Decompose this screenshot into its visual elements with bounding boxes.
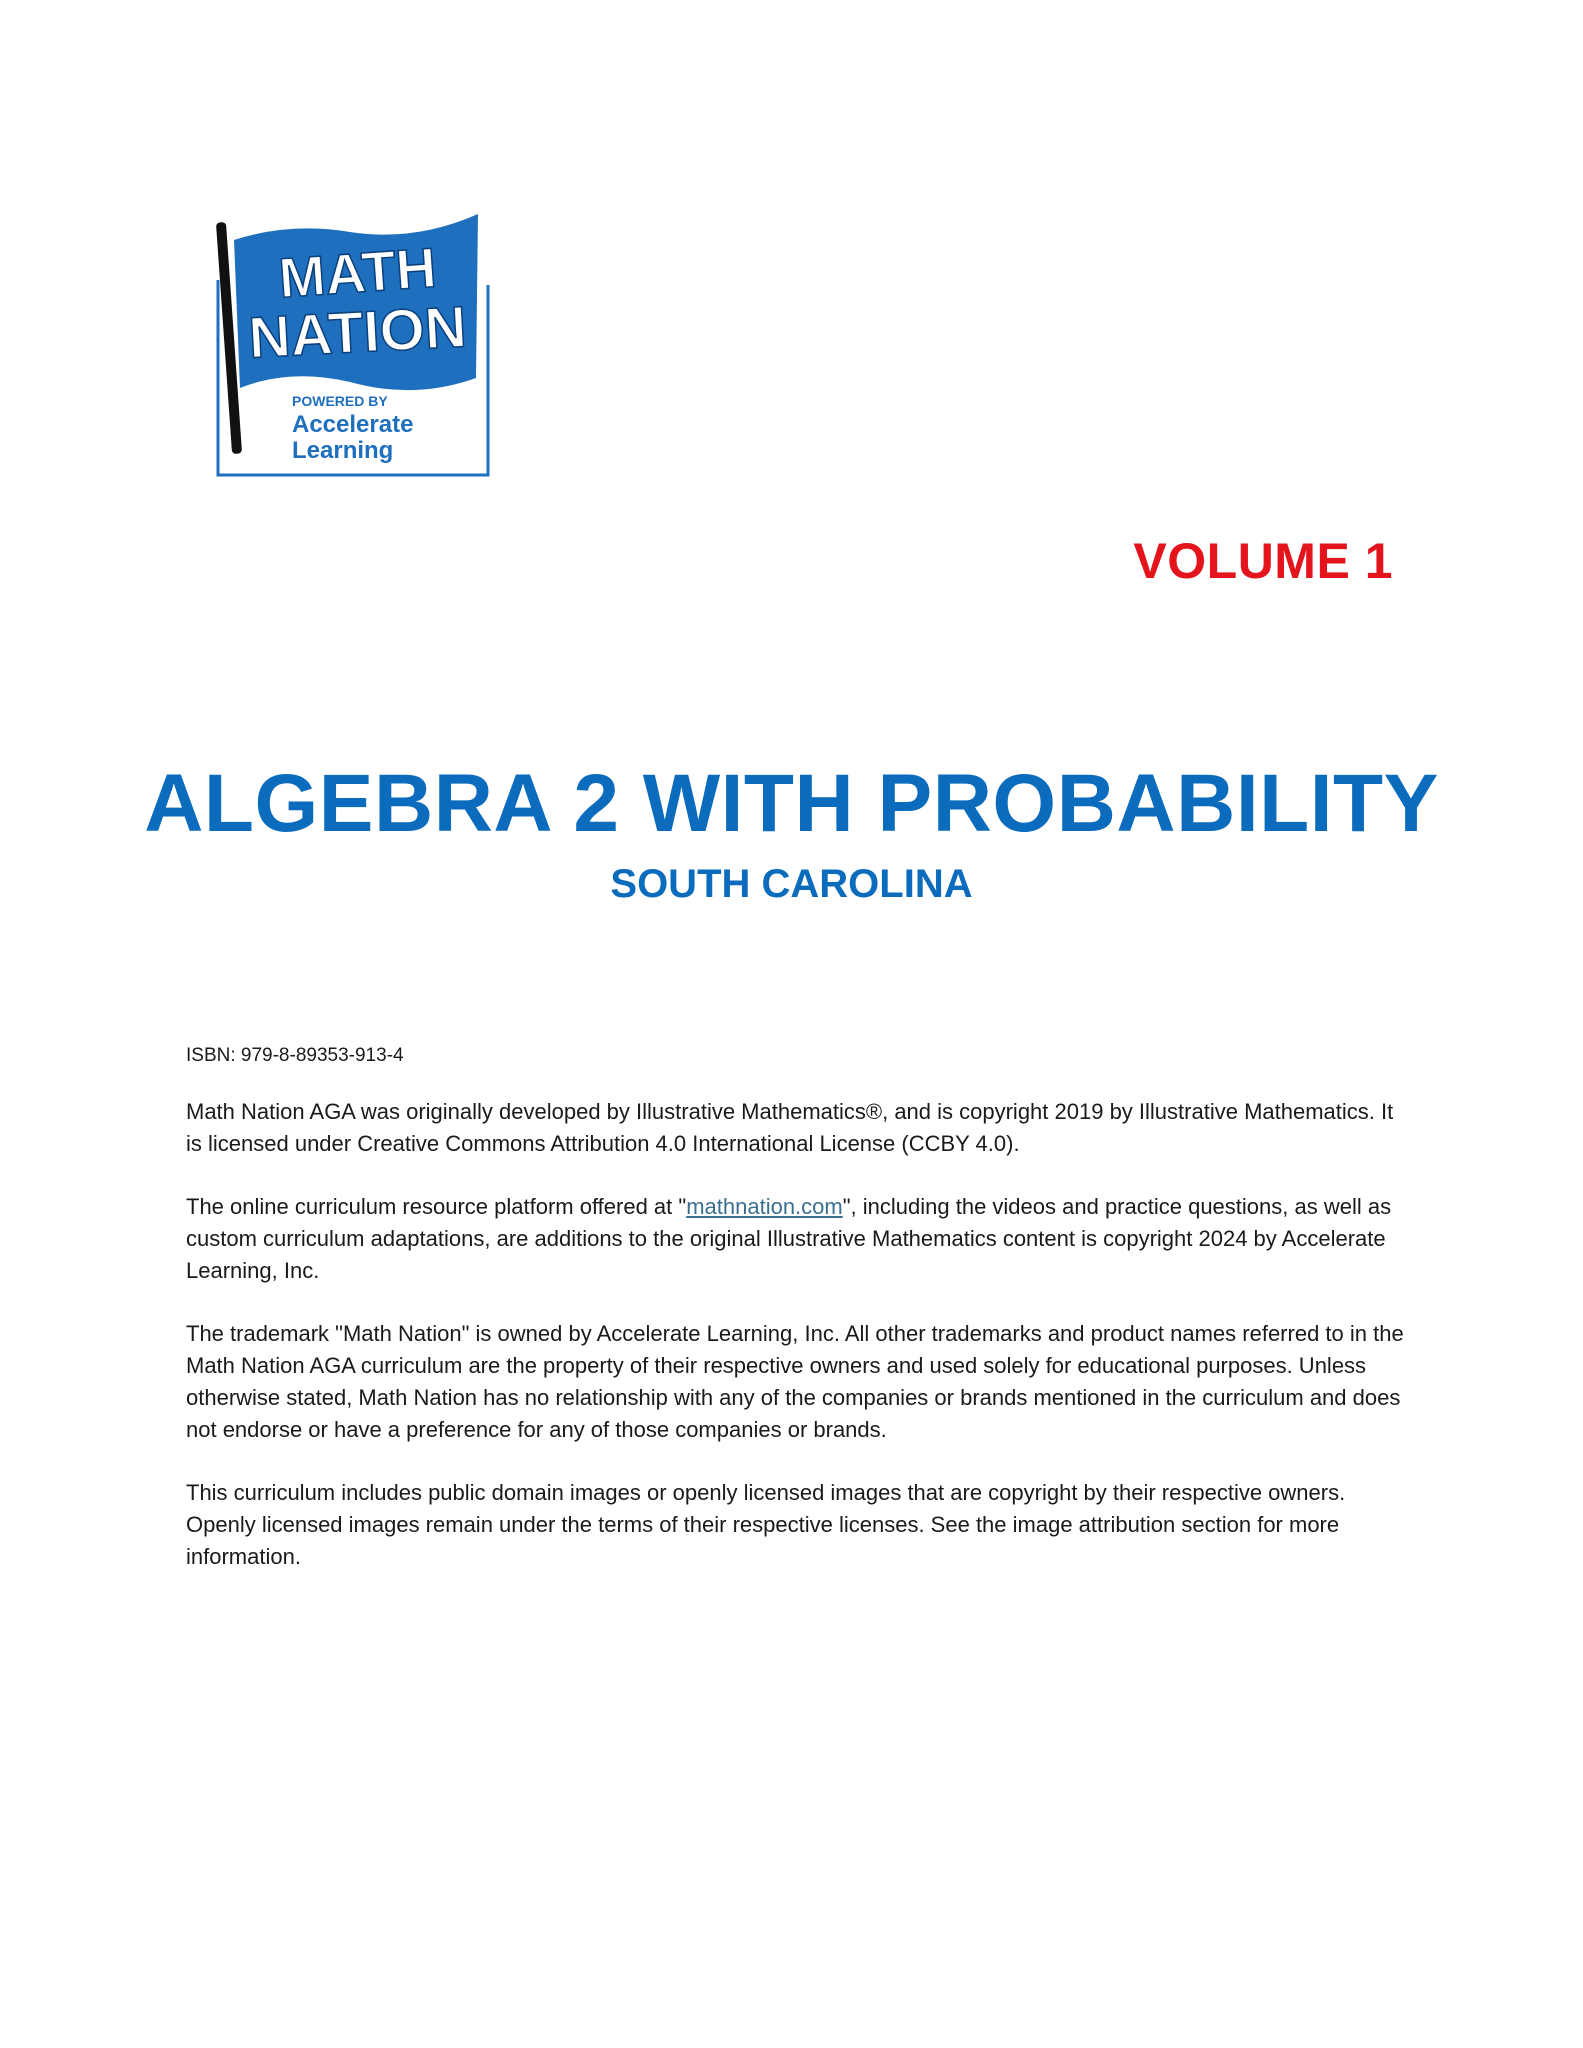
logo-nation-text: NATION	[247, 294, 469, 371]
logo-powered-by: POWERED BY	[292, 393, 388, 409]
logo-company-line2: Learning	[292, 437, 394, 464]
paragraph-trademark: The trademark "Math Nation" is owned by Accelerate Learning, Inc. All other trademarks and product names referred to in the Math Nation AGA curriculum are the property of their respective owners and used solely for educational purposes. Unless otherwise stated, Math Nation has no relationship with any of the companies or brands mentioned in the curriculum and does not endorse or have a preference for any of those companies or brands.	[186, 1321, 1404, 1442]
copyright-section	[186, 1040, 1406, 1604]
volume-label: VOLUME 1	[1133, 533, 1393, 589]
isbn: ISBN: 979-8-89353-913-4	[186, 1045, 404, 1066]
paragraph-platform-after: ", including the videos and practice questions, as well as custom curriculum adaptations, are additions to the original Illustrative Mathematics content is copyright 2024 by Accelerate Learning, Inc.	[186, 1194, 1392, 1283]
paragraph-license: Math Nation AGA was originally developed by Illustrative Mathematics®, and is copyright 2019 by Illustrative Mathematics. It is licensed under Creative Commons Attribution 4.0 International License (CCBY 4.0).	[186, 1099, 1394, 1156]
mathnation-link[interactable]: mathnation.com	[686, 1194, 843, 1219]
paragraph-images: This curriculum includes public domain images or openly licensed images that are copyright by their respective owners. Openly licensed images remain under the terms of their respective licenses. See the image attribution section for more information.	[186, 1480, 1346, 1569]
math-nation-logo	[210, 210, 495, 480]
paragraph-platform-before: The online curriculum resource platform offered at "	[186, 1194, 687, 1219]
paragraph-platform	[186, 1191, 1406, 1287]
page-subtitle: SOUTH CAROLINA	[610, 862, 973, 906]
logo-math-text: MATH	[276, 235, 439, 310]
logo-company-line1: Accelerate	[292, 411, 414, 438]
page-title: ALGEBRA 2 WITH PROBABILITY	[144, 758, 1439, 849]
